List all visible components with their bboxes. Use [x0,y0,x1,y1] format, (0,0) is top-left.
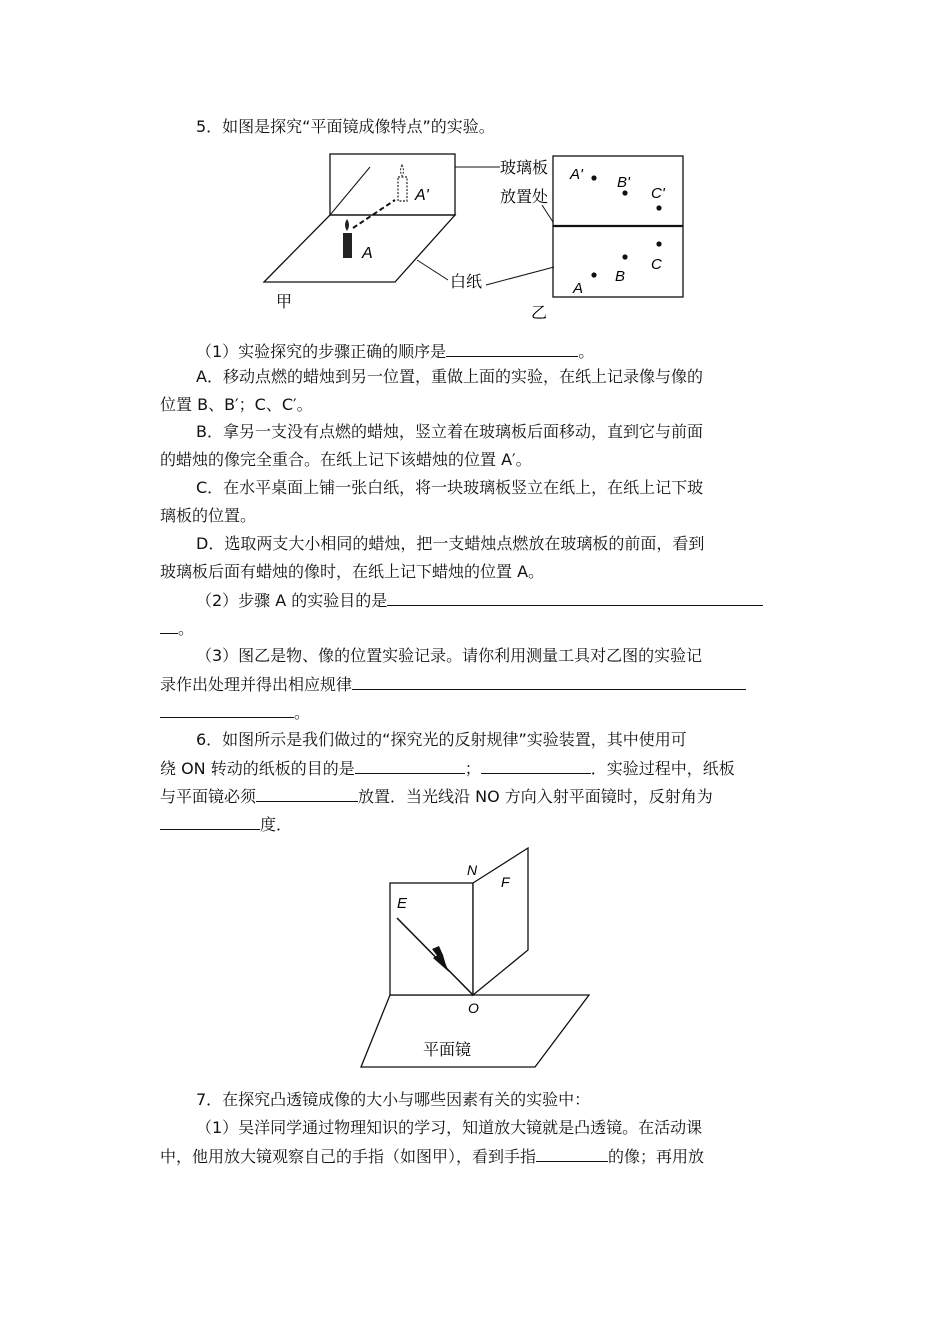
q5-sub3-line1: （3）图乙是物、像的位置实验记录。请你利用测量工具对乙图的实验记 [196,646,703,665]
answer-blank[interactable] [160,701,294,718]
label-B-dot: B [615,268,626,285]
q5-sub3-line3: 。 [160,701,794,724]
q6-line3: 与平面镜必须 放置．当光线沿 NO 方向入射平面镜时，反射角为 [160,787,713,806]
caption-jia: 甲 [276,292,293,311]
label-C-prime-dot: C' [651,185,665,202]
candle-image-icon [398,165,407,201]
q5-optC-line2: 璃板的位置。 [160,506,257,525]
q6-line1: 6．如图所示是我们做过的“探究光的反射规律”实验装置，其中使用可 [196,730,687,749]
label-C-dot: C [651,256,662,273]
answer-blank[interactable] [160,617,178,634]
label-A: A [362,245,373,262]
label-B-prime-dot: B' [617,174,630,191]
answer-blank[interactable] [352,673,746,690]
figure-yi [495,150,695,325]
answer-blank[interactable] [256,785,358,802]
answer-blank[interactable] [536,1145,608,1162]
q5-optB-line2: 的蜡烛的像完全重合。在纸上记下该蜡烛的位置 A′。 [160,450,532,469]
label-A-prime-dot: A' [570,166,583,183]
white-paper-shape [264,215,455,282]
q5-optD-line2: 玻璃板后面有蜡烛的像时，在纸上记下蜡烛的位置 A。 [160,562,545,581]
q5-optB-line1: B．拿另一支没有点燃的蜡烛，竖立着在玻璃板后面移动，直到它与前面 [196,422,703,441]
q5-sub2: （2）步骤 A 的实验目的是 [196,589,830,612]
q5-title: 5．如图是探究“平面镜成像特点”的实验。 [196,117,495,136]
label-F: F [501,874,510,890]
q5-optA-line2: 位置 B、B′；C、C′。 [160,395,313,414]
answer-blank[interactable] [355,757,465,774]
label-white-paper: 白纸 [450,272,483,291]
label-O: O [468,1000,479,1016]
label-plane-mirror: 平面镜 [423,1040,472,1059]
q7-line3: 中，他用放大镜观察自己的手指（如图甲），看到手指 的像；再用放 [160,1147,705,1166]
answer-blank[interactable] [446,340,578,357]
q5-sub1: （1）实验探究的步骤正确的顺序是 。 [196,342,595,361]
glass-plate-shape [330,154,455,215]
q5-optC-line1: C．在水平桌面上铺一张白纸，将一块玻璃板竖立在纸上，在纸上记下玻 [196,478,704,497]
label-place: 放置处 [500,187,549,206]
q5-sub3-line2: 录作出处理并得出相应规律 [160,673,794,696]
q6-line4: 度． [160,813,794,836]
label-N: N [467,862,478,878]
q7-line1: 7．在探究凸透镜成像的大小与哪些因素有关的实验中： [196,1090,591,1109]
q5-optA-line1: A．移动点燃的蜡烛到另一位置，重做上面的实验，在纸上记录像与像的 [196,367,703,386]
q5-sub2-cont: 。 [160,617,794,640]
q6-line2: 绕 ON 转动的纸板的目的是 ； ．实验过程中，纸板 [160,759,735,778]
label-A-prime: A' [415,187,429,204]
q5-optD-line1: D．选取两支大小相同的蜡烛，把一支蜡烛点燃放在玻璃板的前面，看到 [196,534,705,553]
answer-blank[interactable] [160,813,260,830]
caption-yi: 乙 [531,303,548,322]
figure-reflection [355,845,595,1075]
label-E: E [397,895,408,912]
label-glass: 玻璃板 [500,158,549,177]
board-F-shape [473,848,528,995]
label-A-dot: A [573,280,584,297]
candle-icon [343,219,352,258]
answer-blank[interactable] [481,757,591,774]
q7-line2: （1）吴洋同学通过物理知识的学习，知道放大镜就是凸透镜。在活动课 [196,1118,703,1137]
answer-blank[interactable] [387,589,763,606]
